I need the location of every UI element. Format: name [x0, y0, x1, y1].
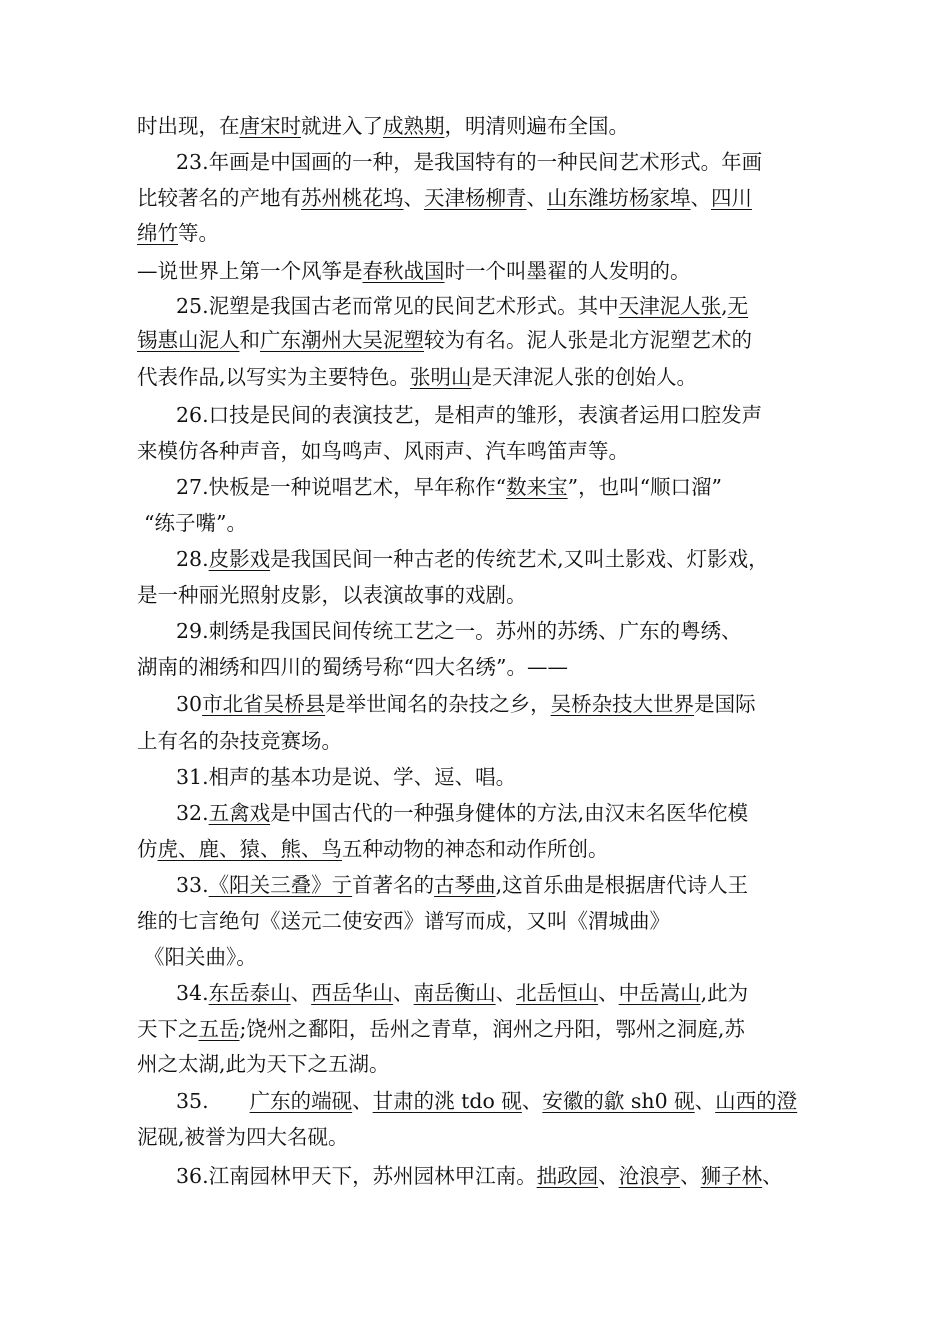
underlined-term: 北岳恒山: [516, 981, 599, 1005]
underlined-term: 中岳嵩山: [618, 981, 701, 1005]
underlined-term: 锡惠山泥人: [137, 328, 240, 352]
text-line: [176, 1087, 797, 1115]
text-segment: ;饶州之鄱阳，岳州之青草，润州之丹阳，鄂州之洞庭,苏: [239, 1017, 745, 1041]
underlined-term: 数来宝: [506, 475, 568, 499]
text-line: [176, 979, 748, 1007]
text-line: [137, 219, 219, 247]
underlined-term: 山西的澄: [715, 1089, 798, 1113]
underlined-term: 甘肃的洮 tdo 砚: [372, 1089, 522, 1113]
text-segment: 和: [239, 328, 260, 352]
text-segment: 、: [694, 1089, 716, 1113]
text-segment: 28.: [176, 547, 209, 571]
text-segment: ”，也叫“顺口溜”: [567, 475, 723, 499]
text-segment: 等。: [178, 221, 219, 245]
text-line: [137, 1050, 390, 1078]
underlined-term: 吴桥杂技大世界: [550, 692, 695, 716]
underlined-term: 《阳关三叠》亍: [208, 873, 353, 897]
underlined-term: 西岳华山: [311, 981, 394, 1005]
text-segment: 、: [680, 1164, 701, 1188]
text-segment: ,这首乐曲是根据唐代诗人王: [495, 873, 749, 897]
text-segment: 25.泥塑是我国古老而常见的民间艺术形式。其中: [176, 294, 619, 318]
text-line: [176, 292, 748, 320]
underlined-term: 山东潍坊杨家埠: [547, 186, 691, 210]
text-segment: 时一个叫墨翟的人发明的。: [444, 259, 691, 283]
text-segment: 代表作品,以写实为主要特色。: [137, 365, 411, 389]
text-segment: 、: [403, 186, 424, 210]
text-segment: 35.: [176, 1089, 250, 1113]
text-segment: 29.刺绣是我国民间传统工艺之一。苏州的苏绣、广东的粤绣、: [176, 619, 742, 643]
text-segment: ,此为: [700, 981, 749, 1005]
underlined-term: 虎、鹿、猿、熊、鸟: [157, 837, 342, 861]
text-segment: 、: [495, 981, 517, 1005]
text-segment: 30: [176, 692, 203, 716]
text-line: [176, 1162, 783, 1190]
text-segment: 州之太湖,此为天下之五湖。: [137, 1052, 390, 1076]
text-segment: 、: [598, 981, 619, 1005]
underlined-term: 皮影戏: [208, 547, 271, 571]
underlined-term: 拙政园: [536, 1164, 599, 1188]
text-segment: 首著名的: [352, 873, 435, 897]
text-segment: 31.相声的基本功是说、学、逗、唱。: [176, 765, 517, 789]
text-line: [176, 617, 742, 645]
text-line: [137, 363, 697, 391]
text-segment: 32.: [176, 801, 209, 825]
underlined-term: 苏州桃花坞: [301, 186, 404, 210]
text-line: [137, 1015, 745, 1043]
underlined-term: 东岳泰山: [208, 981, 291, 1005]
text-segment: 、: [762, 1164, 783, 1188]
text-line: [137, 112, 629, 140]
text-line: [176, 401, 762, 429]
text-line: [137, 835, 609, 863]
text-segment: 上有名的杂技竞赛场。: [137, 729, 342, 753]
text-line: [137, 184, 752, 212]
underlined-term: 无: [727, 294, 749, 318]
text-line: [137, 437, 629, 465]
text-segment: 23.年画是中国画的一种，是我国特有的一种民间艺术形式。年画: [176, 150, 763, 174]
text-segment: 、: [290, 981, 312, 1005]
text-segment: 仿: [137, 837, 158, 861]
text-segment: ，明清则遍布全国。: [444, 114, 629, 138]
text-line: [176, 871, 748, 899]
underlined-term: 古琴曲: [434, 873, 496, 897]
underlined-term: 天津泥人张: [618, 294, 722, 318]
text-segment: 、: [521, 1089, 543, 1113]
text-line: [137, 1123, 349, 1151]
underlined-term: 广东潮州大吴泥塑: [260, 328, 424, 352]
text-segment: 27.快板是一种说唱艺术，早年称作“: [176, 475, 507, 499]
text-segment: 就进入了: [301, 114, 383, 138]
text-line: [176, 763, 516, 791]
underlined-term: 春秋战国: [362, 259, 445, 283]
text-segment: 是一种丽光照射皮影，以表演故事的戏剧。: [137, 583, 527, 607]
text-segment: 33.: [176, 873, 209, 897]
underlined-term: 五岳: [198, 1017, 240, 1041]
text-segment: 时出现，在: [137, 114, 240, 138]
text-segment: 、: [690, 186, 711, 210]
text-segment: 是天津泥人张的创始人。: [471, 365, 698, 389]
underlined-term: 南岳衡山: [413, 981, 496, 1005]
underlined-term: 四川: [711, 186, 752, 210]
text-segment: 36.江南园林甲天下，苏州园林甲江南。: [176, 1164, 537, 1188]
underlined-term: 天津杨柳青: [424, 186, 527, 210]
underlined-term: 安徽的歙 sh0 砚: [542, 1089, 695, 1113]
text-line: [144, 509, 247, 537]
text-segment: 、: [526, 186, 547, 210]
text-line: [176, 148, 762, 176]
text-segment: 是我国民间一种古老的传统艺术,又叫土影戏、灯影戏，: [270, 547, 769, 571]
text-line: [176, 545, 769, 573]
text-segment: 26.口技是民间的表演技艺，是相声的雏形，表演者运用口腔发声: [176, 403, 763, 427]
text-segment: 、: [598, 1164, 619, 1188]
text-segment: 是举世闻名的杂技之乡，: [325, 692, 551, 716]
underlined-term: 狮子林: [700, 1164, 763, 1188]
text-line: [137, 257, 691, 285]
text-line: [176, 799, 748, 827]
text-segment: 34.: [176, 981, 209, 1005]
text-line: [176, 690, 756, 718]
text-segment: 泥砚,被誉为四大名砚。: [137, 1125, 349, 1149]
text-line: [137, 653, 568, 681]
text-line: [137, 326, 752, 354]
text-segment: ,: [721, 294, 728, 318]
text-segment: 维的七言绝句《送元二使安西》谱写而成，又叫《渭城曲》: [137, 909, 670, 933]
underlined-term: 五禽戏: [208, 801, 271, 825]
text-line: [137, 581, 527, 609]
text-segment: “练子嘴”。: [144, 511, 247, 535]
text-segment: 《阳关曲》。: [144, 945, 257, 969]
text-segment: 较为有名。泥人张是北方泥塑艺术的: [424, 328, 752, 352]
underlined-term: 成熟期: [383, 114, 445, 138]
underlined-term: 沧浪亭: [618, 1164, 681, 1188]
underlined-term: 市北省吴桥县: [202, 692, 326, 716]
text-segment: 是国际: [694, 692, 756, 716]
text-segment: 天下之: [137, 1017, 199, 1041]
underlined-term: 唐宋时: [239, 114, 301, 138]
text-segment: 来模仿各种声音，如鸟鸣声、风雨声、汽车鸣笛声等。: [137, 439, 629, 463]
text-segment: 、: [393, 981, 414, 1005]
underlined-term: 绵竹: [137, 221, 178, 245]
text-segment: 是中国古代的一种强身健体的方法,由汉末名医华佗模: [270, 801, 749, 825]
text-line: [144, 943, 257, 971]
text-segment: 湖南的湘绣和四川的蜀绣号称“四大名绣”。——: [137, 655, 568, 679]
underlined-term: 张明山: [410, 365, 472, 389]
underlined-term: 广东的端砚: [249, 1089, 353, 1113]
text-segment: 比较著名的产地有: [137, 186, 301, 210]
text-line: [137, 727, 342, 755]
text-segment: 五种动物的神态和动作所创。: [342, 837, 609, 861]
text-line: [176, 473, 722, 501]
text-line: [137, 907, 670, 935]
text-segment: —说世界上第一个风筝是: [137, 259, 363, 283]
text-segment: 、: [352, 1089, 373, 1113]
